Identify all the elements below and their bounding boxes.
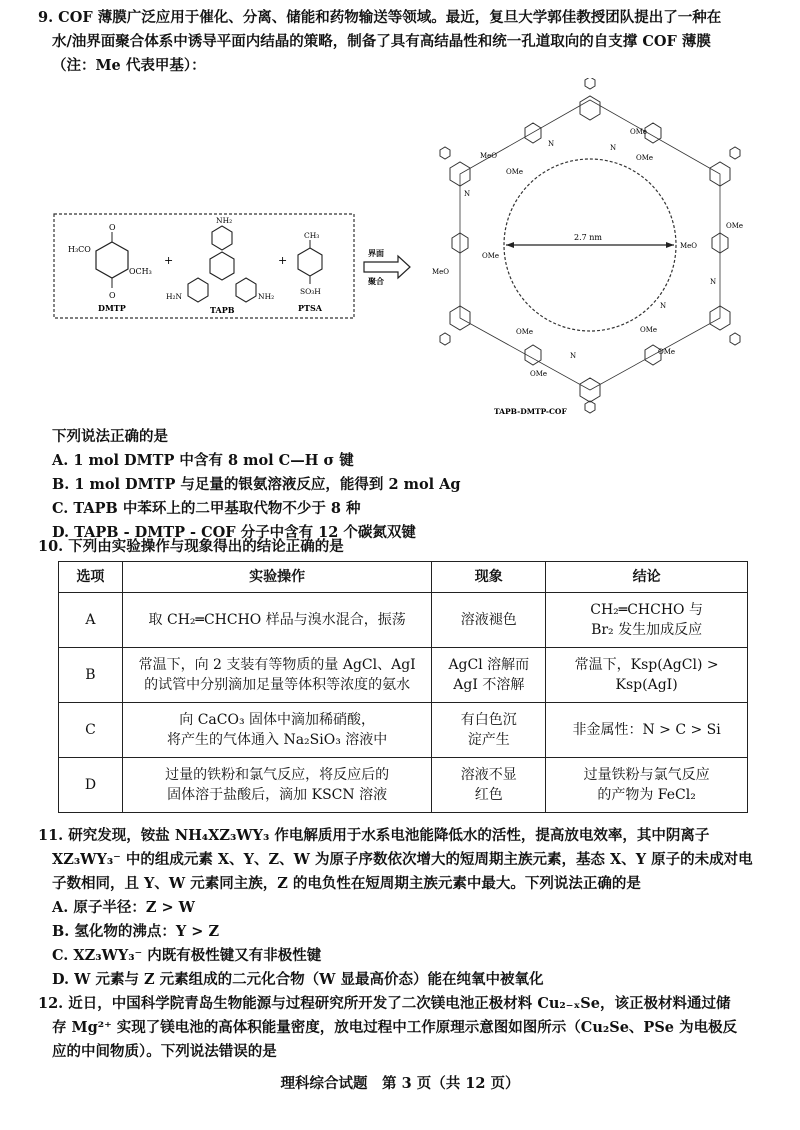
- q9-prompt: 下列说法正确的是: [52, 428, 168, 445]
- svg-text:N: N: [610, 144, 617, 152]
- ptsa-label: PTSA: [298, 303, 322, 313]
- q9-option-a: A. 1 mol DMTP 中含有 8 mol C—H σ 键: [52, 452, 354, 469]
- svg-text:MeO: MeO: [680, 242, 698, 250]
- cof-structure-figure: [430, 78, 760, 418]
- svg-text:N: N: [570, 352, 577, 360]
- header-conclusion: 结论: [546, 562, 748, 593]
- svg-text:H₃CO: H₃CO: [68, 245, 91, 254]
- q11-stem-line1: 11. 研究发现，铵盐 NH₄XZ₃WY₃ 作电解质用于水系电池能降低水的活性，提高放电效率，其中阴离子: [38, 827, 710, 844]
- q11-stem-line3: 子数相同，且 Y、W 元素同主族，Z 的电负性在短周期主族元素中最大。下列说法正确的是: [52, 875, 641, 892]
- svg-text:OMe: OMe: [726, 222, 744, 230]
- svg-text:+: +: [164, 254, 174, 267]
- svg-text:O: O: [109, 291, 116, 300]
- svg-text:MeO: MeO: [480, 152, 498, 160]
- pore-size-label: 2.7 nm: [574, 233, 603, 242]
- svg-text:N: N: [548, 140, 555, 148]
- svg-text:OMe: OMe: [658, 348, 676, 356]
- dmtp-label: DMTP: [98, 303, 126, 313]
- svg-text:O: O: [109, 223, 116, 232]
- q12-stem-line1: 12. 近日，中国科学院青岛生物能源与过程研究所开发了二次镁电池正极材料 Cu₂₋ₓSe，该正极材料通过储: [38, 995, 731, 1012]
- q10-stem: 10. 下列由实验操作与现象得出的结论正确的是: [38, 538, 344, 555]
- svg-text:N: N: [710, 278, 717, 286]
- q9-option-c: C. TAPB 中苯环上的二甲基取代物不少于 8 种: [52, 500, 361, 517]
- substituent-labels: [432, 128, 743, 378]
- header-phenomenon: 现象: [432, 562, 546, 593]
- svg-text:H₂N: H₂N: [166, 292, 183, 301]
- q9-stem-line1: 9. COF 薄膜广泛应用于催化、分离、储能和药物输送等领域。最近，复旦大学郭佳教授团队提出了一种在: [38, 9, 722, 26]
- table-row: B 常温下，向 2 支装有等物质的量 AgCl、AgI 的试管中分别滴加足量等体积等浓度的氨水 AgCl 溶解而 AgI 不溶解 常温下，Ksp(AgCl) > Ksp(AgI): [59, 648, 748, 703]
- svg-text:MeO: MeO: [432, 268, 450, 276]
- q9-stem-line2: 水/油界面聚合体系中诱导平面内结晶的策略，制备了具有高结晶性和统一孔道取向的自支撑 COF 薄膜: [52, 33, 711, 50]
- table-row: C 向 CaCO₃ 固体中滴加稀硝酸， 将产生的气体通入 Na₂SiO₃ 溶液中 有白色沉 淀产生 非金属性：N > C > Si: [59, 703, 748, 758]
- table-header-row: [59, 562, 748, 593]
- q12-stem-line2: 存 Mg²⁺ 实现了镁电池的高体积能量密度，放电过程中工作原理示意图如图所示（Cu₂Se、PSe 为电极反: [52, 1019, 738, 1036]
- page-footer: 理科综合试题 第 3 页（共 12 页）: [280, 1075, 520, 1092]
- svg-text:OMe: OMe: [506, 168, 524, 176]
- tapb-structure: [166, 216, 274, 315]
- product-label: TAPB-DMTP-COF: [494, 407, 567, 416]
- header-option: 选项: [59, 562, 123, 593]
- q11-option-a: A. 原子半径：Z > W: [52, 899, 195, 916]
- q9-stem-line3: （注：Me 代表甲基）：: [52, 57, 206, 74]
- q11-option-c: C. XZ₃WY₃⁻ 内既有极性键又有非极性键: [52, 947, 322, 964]
- table-row: A 取 CH₂═CHCHO 样品与溴水混合，振荡 溶液褪色 CH₂═CHCHO 与 Br₂ 发生加成反应: [59, 593, 748, 648]
- header-operation: 实验操作: [122, 562, 432, 593]
- svg-text:OMe: OMe: [530, 370, 548, 378]
- svg-text:OMe: OMe: [640, 326, 658, 334]
- q11-stem-line2: XZ₃WY₃⁻ 中的组成元素 X、Y、Z、W 为原子序数依次增大的短周期主族元素，基态 X、Y 原子的未成对电: [52, 851, 753, 868]
- svg-text:N: N: [464, 190, 471, 198]
- svg-text:N: N: [660, 302, 667, 310]
- svg-text:聚合: 聚合: [368, 276, 384, 286]
- svg-text:CH₃: CH₃: [304, 231, 320, 240]
- ptsa-structure: [298, 231, 323, 313]
- table-row: D 过量的铁粉和氯气反应，将反应后的 固体溶于盐酸后，滴加 KSCN 溶液 溶液不显 红色 过量铁粉与氯气反应 的产物为 FeCl₂: [59, 758, 748, 813]
- svg-text:OMe: OMe: [482, 252, 500, 260]
- reaction-arrow: [364, 248, 410, 286]
- svg-text:OMe: OMe: [630, 128, 648, 136]
- svg-text:NH₂: NH₂: [216, 216, 233, 225]
- svg-text:NH₂: NH₂: [258, 292, 275, 301]
- reactants-figure: [52, 212, 424, 324]
- tapb-label: TAPB: [210, 305, 235, 315]
- svg-text:OMe: OMe: [516, 328, 534, 336]
- svg-text:界面: 界面: [368, 248, 384, 258]
- svg-text:OMe: OMe: [636, 154, 654, 162]
- q9-option-d: D. TAPB - DMTP - COF 分子中含有 12 个碳氮双键: [52, 524, 416, 541]
- q12-stem-line3: 应的中间物质）。下列说法错误的是: [52, 1043, 277, 1060]
- dmtp-structure: [68, 223, 152, 313]
- q11-option-b: B. 氢化物的沸点：Y > Z: [52, 923, 220, 940]
- svg-text:OCH₃: OCH₃: [129, 267, 152, 276]
- svg-text:SO₃H: SO₃H: [300, 287, 321, 296]
- experiment-table: [58, 561, 748, 813]
- q9-option-b: B. 1 mol DMTP 与足量的银氨溶液反应，能得到 2 mol Ag: [52, 476, 461, 493]
- svg-text:+: +: [278, 254, 288, 267]
- q11-option-d: D. W 元素与 Z 元素组成的二元化合物（W 显最高价态）能在纯氧中被氧化: [52, 971, 544, 988]
